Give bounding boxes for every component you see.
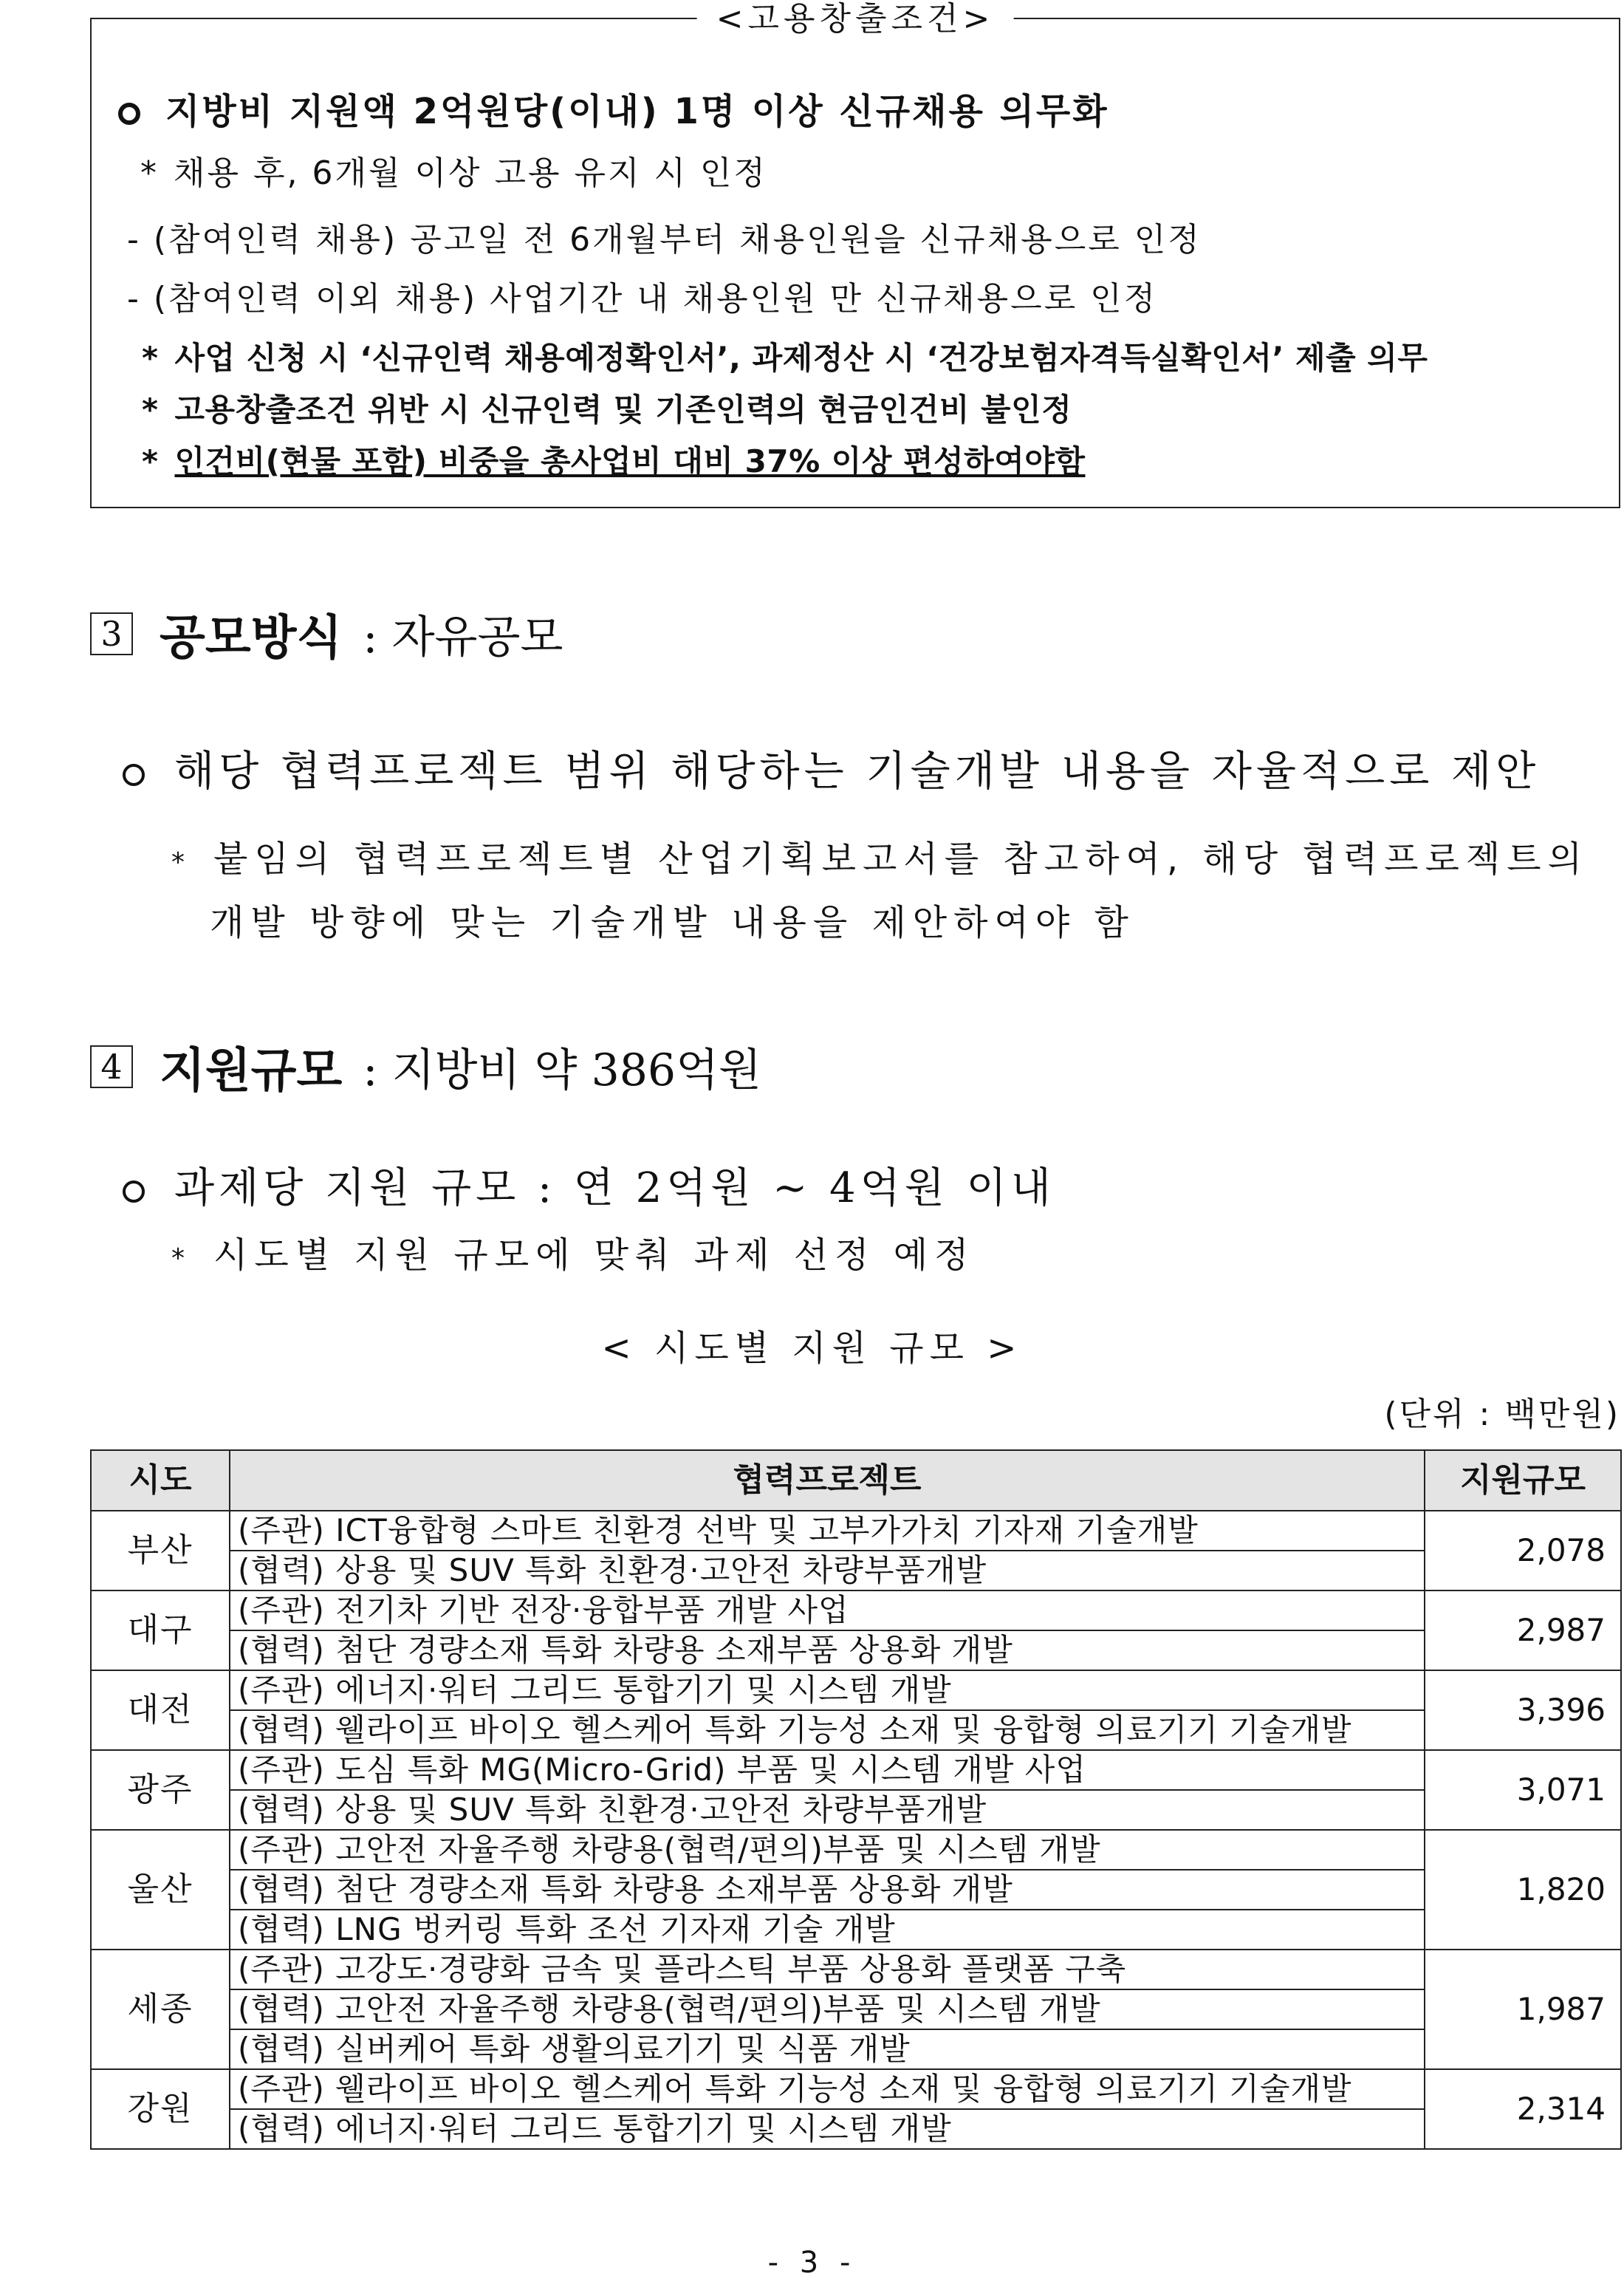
asterisk-icon: * (171, 847, 191, 878)
amount-cell: 1,820 (1425, 1830, 1621, 1950)
table-row (91, 2029, 1621, 2069)
table-header-row (91, 1450, 1621, 1511)
region-cell: 세종 (91, 1950, 230, 2069)
header-project: 협력프로젝트 (230, 1450, 1425, 1511)
amount-cell: 2,314 (1425, 2069, 1621, 2149)
section-subtitle: : 자유공모 (363, 612, 563, 663)
region-cell: 강원 (91, 2069, 230, 2149)
section-subtitle: : 지방비 약 386억원 (363, 1045, 762, 1096)
table-row (91, 1511, 1621, 1551)
project-cell: (협력) 첨단 경량소재 특화 차량용 소재부품 상용화 개발 (230, 1870, 1425, 1910)
region-cell: 부산 (91, 1511, 230, 1591)
table-row (91, 1870, 1621, 1910)
section-3-note: * 붙임의 협력프로젝트별 산업기획보고서를 참고하여, 해당 협력프로젝트의 (171, 838, 1589, 880)
region-cell: 울산 (91, 1830, 230, 1950)
table-row (91, 1551, 1621, 1591)
employment-dash-1: - (참여인력 채용) 공고일 전 6개월부터 채용인원을 신규채용으로 인정 (127, 221, 1202, 259)
section-title: 공모방식 (160, 611, 343, 666)
project-cell: (협력) 상용 및 SUV 특화 친환경·고안전 차량부품개발 (230, 1790, 1425, 1830)
table-row (91, 1750, 1621, 1790)
region-support-table (90, 1449, 1622, 2150)
employment-box-title: <고용창출조건> (697, 1, 1014, 37)
project-cell: (협력) 고안전 자율주행 차량용(협력/편의)부품 및 시스템 개발 (230, 1989, 1425, 2029)
asterisk-icon: * (142, 340, 159, 376)
header-amount: 지원규모 (1425, 1450, 1621, 1511)
employment-star-note: * 채용 후, 6개월 이상 고용 유지 시 인정 (140, 154, 767, 192)
table-row (91, 2109, 1621, 2149)
region-cell: 광주 (91, 1750, 230, 1830)
section-number: 4 (90, 1045, 133, 1088)
project-cell: (주관) ICT융합형 스마트 친환경 선박 및 고부가가치 기자재 기술개발 (230, 1511, 1425, 1551)
section-3-bullet: 해당 협력프로젝트 범위 해당하는 기술개발 내용을 자율적으로 제안 (123, 739, 1540, 798)
region-cell: 대구 (91, 1591, 230, 1670)
asterisk-icon: * (142, 443, 159, 479)
project-cell: (주관) 웰라이프 바이오 헬스케어 특화 기능성 소재 및 융합형 의료기기 기술개발 (230, 2069, 1425, 2109)
project-cell: (주관) 전기차 기반 전장·융합부품 개발 사업 (230, 1591, 1425, 1630)
section-4-heading (90, 1033, 761, 1101)
amount-cell: 2,987 (1425, 1591, 1621, 1670)
asterisk-icon: * (142, 392, 159, 428)
amount-cell: 3,071 (1425, 1750, 1621, 1830)
header-region: 시도 (91, 1450, 230, 1511)
project-cell: (협력) 에너지·워터 그리드 통합기기 및 시스템 개발 (230, 2109, 1425, 2149)
section-3-note-cont: 개발 방향에 맞는 기술개발 내용을 제안하여야 함 (210, 902, 1135, 943)
asterisk-icon: * (140, 154, 159, 192)
section-number: 3 (90, 612, 133, 655)
project-cell: (주관) 도심 특화 MG(Micro-Grid) 부품 및 시스템 개발 사업 (230, 1750, 1425, 1790)
hollow-bullet-icon (123, 1181, 145, 1203)
table-row (91, 1670, 1621, 1710)
amount-cell: 1,987 (1425, 1950, 1621, 2069)
project-cell: (협력) 상용 및 SUV 특화 친환경·고안전 차량부품개발 (230, 1551, 1425, 1591)
hollow-bullet-icon (118, 103, 140, 125)
section-3-heading (90, 600, 563, 668)
table-row (91, 1710, 1621, 1750)
project-cell: (협력) 실버케어 특화 생활의료기기 및 식품 개발 (230, 2029, 1425, 2069)
table-row (91, 1630, 1621, 1670)
employment-note-1: * 사업 신청 시 ‘신규인력 채용예정확인서’, 과제정산 시 ‘건강보험자격득실확인서’ 제출 의무 (142, 340, 1428, 376)
table-row (91, 1950, 1621, 1989)
table-row (91, 1910, 1621, 1950)
table-row (91, 1591, 1621, 1630)
table-row (91, 1790, 1621, 1830)
project-cell: (주관) 고안전 자율주행 차량용(협력/편의)부품 및 시스템 개발 (230, 1830, 1425, 1870)
section-4-note: * 시도별 지원 규모에 맞춰 과제 선정 예정 (171, 1234, 976, 1276)
section-title: 지원규모 (160, 1044, 343, 1099)
amount-cell: 2,078 (1425, 1511, 1621, 1591)
table-title: < 시도별 지원 규모 > (601, 1328, 1023, 1369)
employment-note-2: * 고용창출조건 위반 시 신규인력 및 기존인력의 현금인건비 불인정 (142, 392, 1072, 428)
region-cell: 대전 (91, 1670, 230, 1750)
employment-main-item: 지방비 지원액 2억원당(이내) 1명 이상 신규채용 의무화 (118, 83, 1109, 134)
employment-note-3: * 인건비(현물 포함) 비중을 총사업비 대비 37% 이상 편성하여야함 (142, 443, 1086, 479)
table-row (91, 1830, 1621, 1870)
project-cell: (협력) LNG 벙커링 특화 조선 기자재 기술 개발 (230, 1910, 1425, 1950)
project-cell: (주관) 에너지·워터 그리드 통합기기 및 시스템 개발 (230, 1670, 1425, 1710)
hollow-bullet-icon (123, 764, 145, 786)
project-cell: (협력) 웰라이프 바이오 헬스케어 특화 기능성 소재 및 융합형 의료기기 기술개발 (230, 1710, 1425, 1750)
page-number: - 3 - (767, 2246, 857, 2280)
table-unit: (단위 : 백만원) (1384, 1395, 1620, 1433)
asterisk-icon: * (171, 1243, 191, 1274)
section-4-bullet: 과제당 지원 규모 : 연 2억원 ~ 4억원 이내 (123, 1155, 1055, 1214)
project-cell: (주관) 고강도·경량화 금속 및 플라스틱 부품 상용화 플랫폼 구축 (230, 1950, 1425, 1989)
table-row (91, 1989, 1621, 2029)
project-cell: (협력) 첨단 경량소재 특화 차량용 소재부품 상용화 개발 (230, 1630, 1425, 1670)
table-row (91, 2069, 1621, 2109)
employment-dash-2: - (참여인력 이외 채용) 사업기간 내 채용인원 만 신규채용으로 인정 (127, 280, 1158, 318)
amount-cell: 3,396 (1425, 1670, 1621, 1750)
